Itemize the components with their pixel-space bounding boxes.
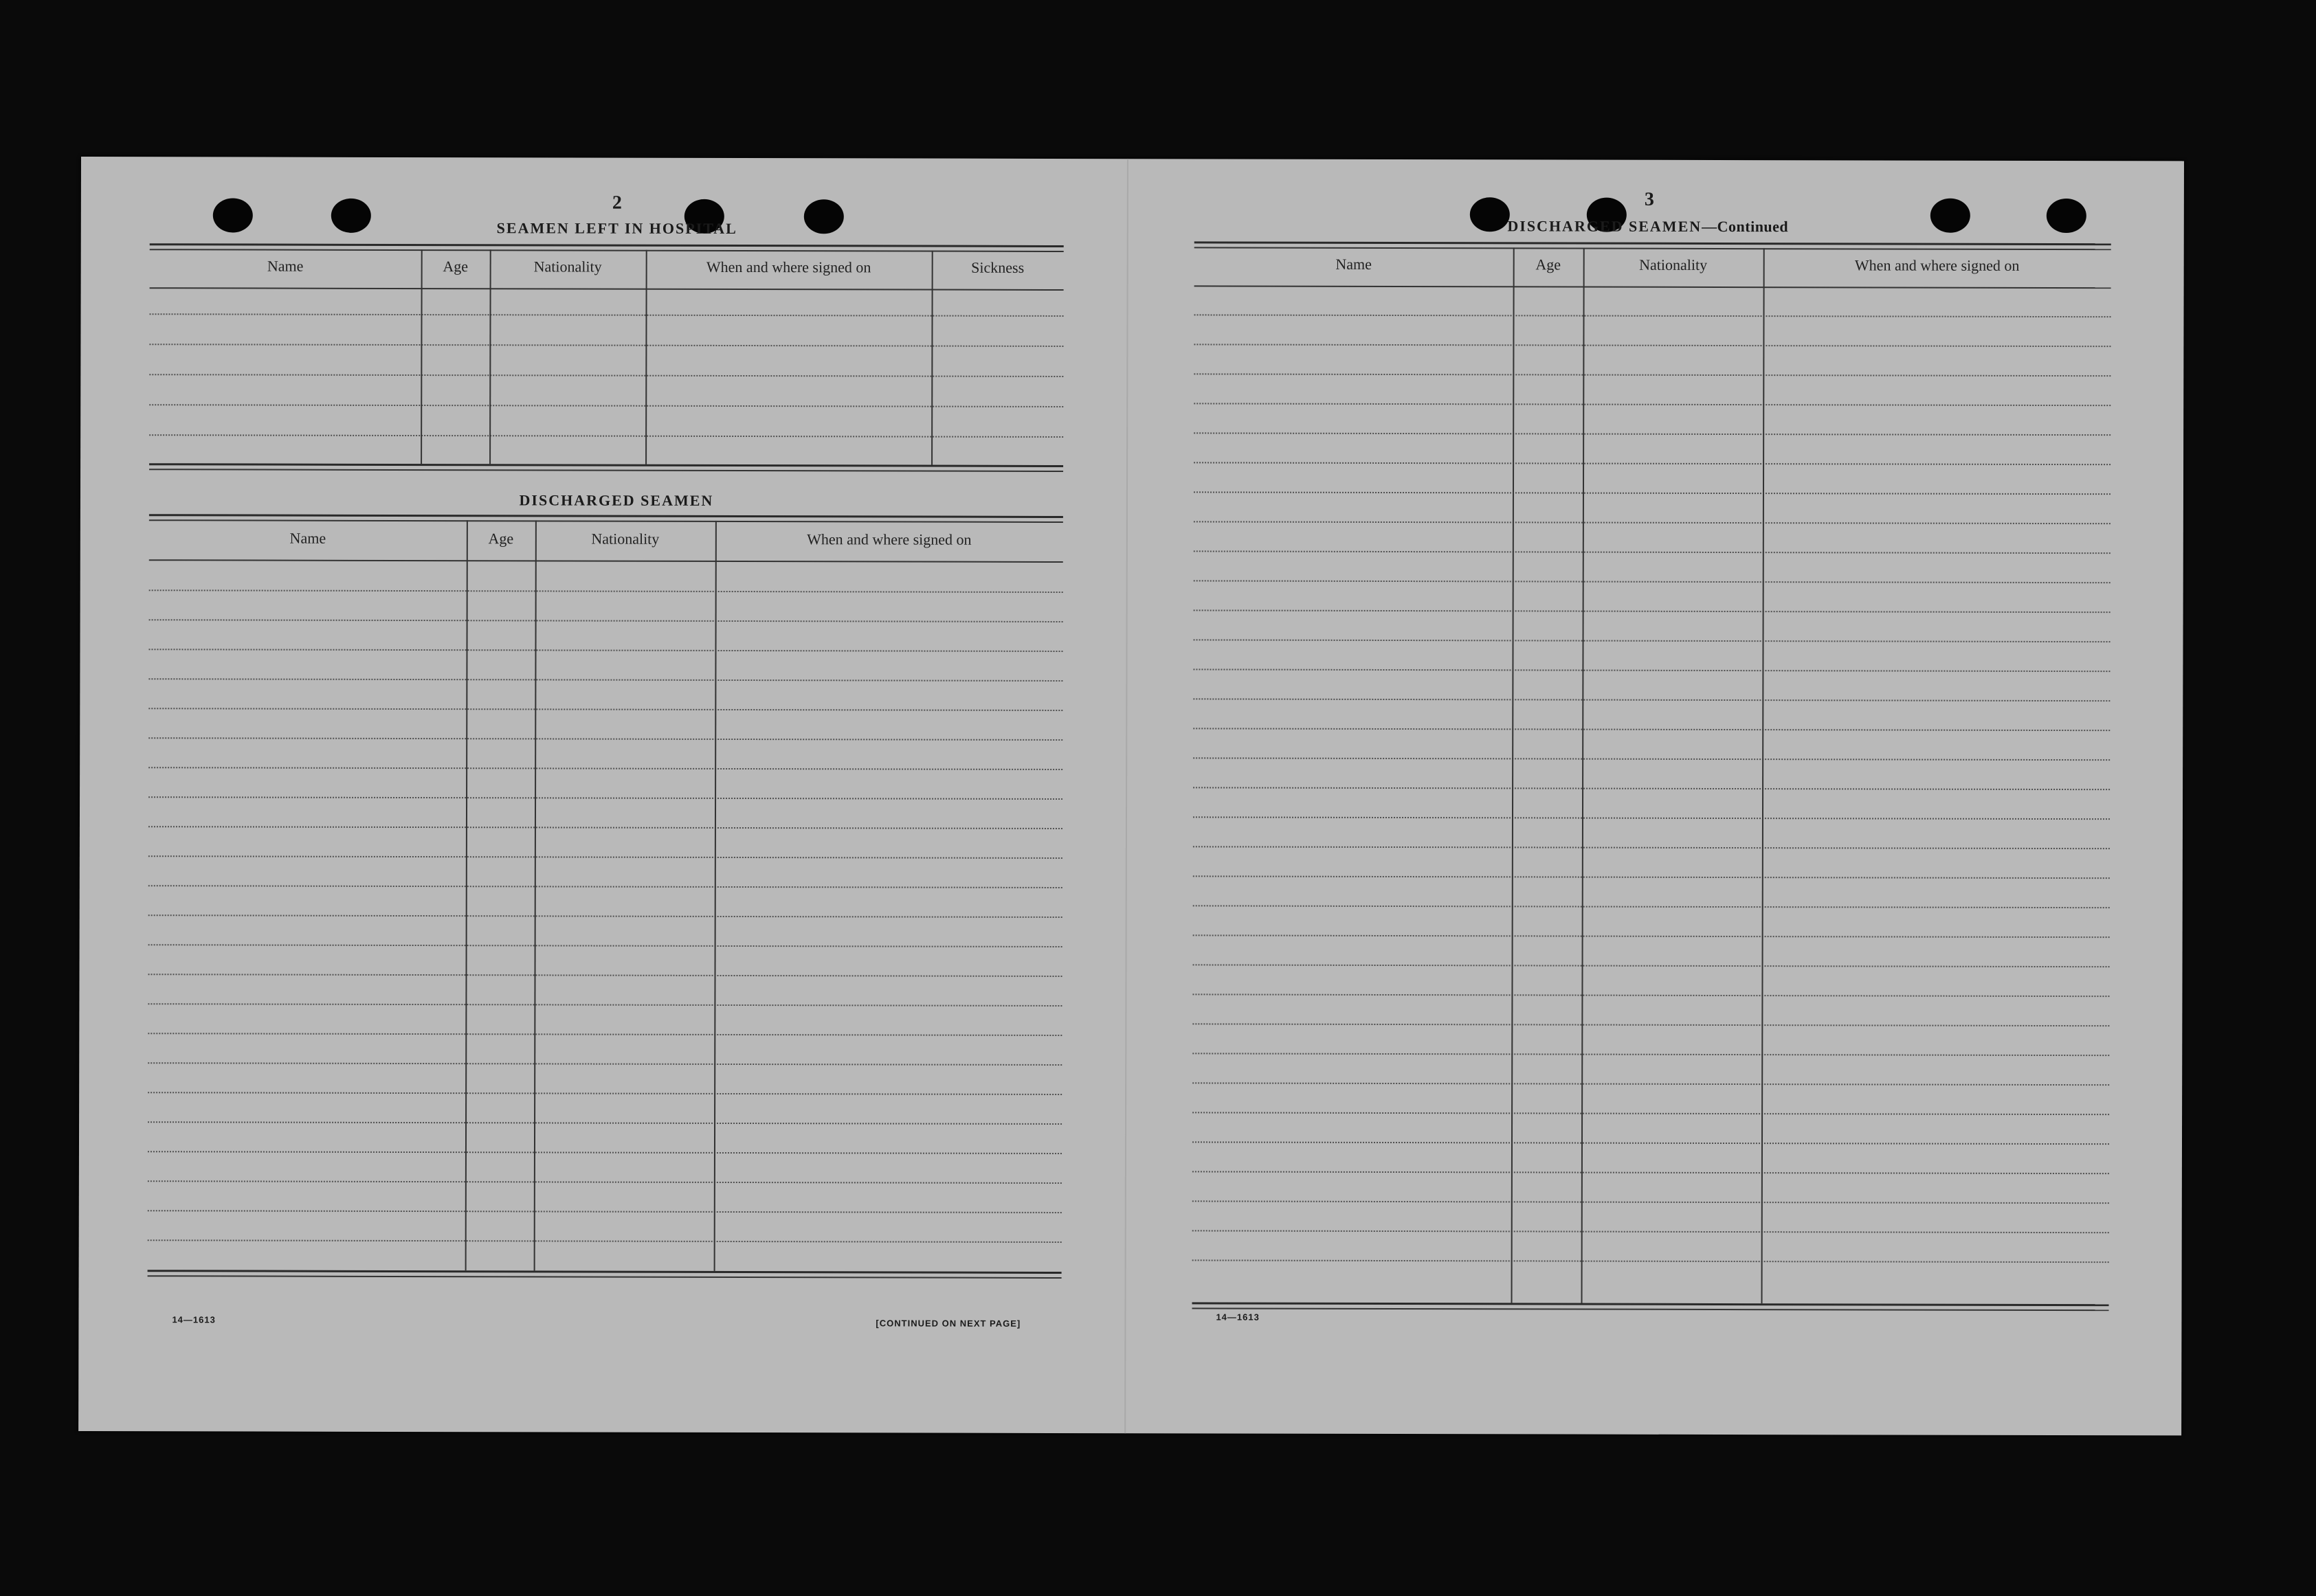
column-header-name: Name	[289, 529, 326, 547]
discharged-continued-title-text: DISCHARGED SEAMEN	[1507, 217, 1702, 235]
page-number-left: 2	[612, 192, 622, 214]
punch-hole	[2047, 199, 2086, 233]
punch-hole	[804, 199, 844, 234]
column-header-nationality: Nationality	[591, 530, 660, 548]
column-header-age: Age	[488, 530, 514, 548]
discharged-continued-title	[1476, 217, 1820, 236]
form-number-left: 14—1613	[172, 1314, 216, 1325]
column-header-nationality: Nationality	[533, 258, 602, 276]
punch-hole	[213, 198, 253, 232]
punch-hole	[331, 199, 371, 233]
hospital-section-title: SEAMEN LEFT IN HOSPITAL	[496, 219, 737, 238]
column-header-sickness: Sickness	[971, 258, 1025, 276]
form-number-right: 14—1613	[1216, 1312, 1260, 1323]
column-header-signed-on: When and where signed on	[706, 258, 871, 276]
continued-note: [CONTINUED ON NEXT PAGE]	[876, 1318, 1021, 1329]
column-header-signed-on: When and where signed on	[1854, 256, 2020, 274]
page-fold	[1124, 159, 1128, 1433]
column-header-name: Name	[1335, 255, 1372, 273]
discharged-table-left	[147, 514, 1062, 1313]
column-header-name: Name	[267, 257, 304, 275]
column-header-signed-on: When and where signed on	[807, 530, 972, 548]
column-header-nationality: Nationality	[1639, 256, 1708, 273]
punch-hole	[1930, 199, 1970, 233]
continued-suffix: —Continued	[1702, 217, 1789, 236]
column-header-age: Age	[443, 258, 469, 276]
hospital-table	[149, 243, 1064, 477]
document-sheet	[78, 157, 2184, 1435]
discharged-section-title: DISCHARGED SEAMEN	[519, 491, 714, 509]
page-number-right: 3	[1644, 188, 1654, 210]
discharged-table-right	[1192, 241, 2111, 1315]
column-header-age: Age	[1535, 256, 1561, 273]
